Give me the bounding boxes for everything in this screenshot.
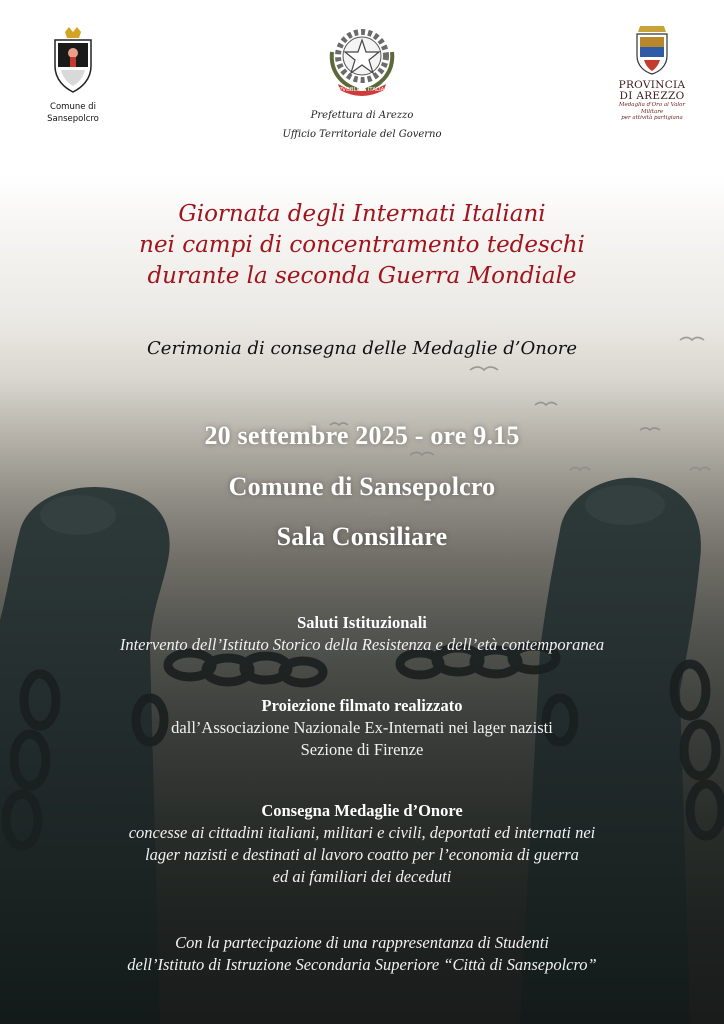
greetings-text: Intervento dell’Istituto Storico della Resistenza e dell’età contemporanea — [119, 635, 605, 654]
provincia-sub1: Medaglia d'Oro al Valor Militare — [618, 102, 686, 115]
medals-text-line3: ed ai familiari dei deceduti — [272, 867, 452, 886]
title-line-2: nei campi di concentramento tedeschi — [139, 232, 585, 258]
event-date-time: 20 settembre 2025 - ore 9.15 — [204, 421, 520, 450]
title-line-1: Giornata degli Internati Italiani — [178, 201, 546, 227]
medals-text-line1: concesse ai cittadini italiani, militari e civili, deportati ed internati nei — [128, 823, 596, 842]
comune-line2: Sansepolcro — [47, 114, 99, 124]
ceremony-subtitle: Cerimonia di consegna delle Medaglie d’Onore — [147, 338, 577, 359]
program-item-greetings — [20, 612, 704, 656]
comune-line1: Comune di — [50, 102, 96, 112]
film-text-line2: Sezione di Firenze — [300, 740, 424, 759]
closing-note — [20, 932, 704, 976]
program-item-film — [20, 695, 704, 761]
film-text-line1: dall’Associazione Nazionale Ex-Internati nei lager nazisti — [171, 718, 553, 737]
emblem-ribbon-text: REPVBBLICA ITALIANA — [331, 87, 393, 93]
closing-line1: Con la partecipazione di una rappresentanza di Studenti — [175, 933, 549, 952]
title-line-3: durante la seconda Guerra Mondiale — [147, 263, 577, 289]
film-heading: Proiezione filmato realizzato — [261, 696, 463, 715]
greetings-heading: Saluti Istituzionali — [297, 613, 427, 632]
closing-line2: dell’Istituto di Istruzione Secondaria Superiore “Città di Sansepolcro” — [127, 955, 597, 974]
provincia-arezzo-logo — [608, 24, 696, 122]
event-place: Comune di Sansepolcro — [228, 472, 496, 501]
ufficio-territoriale-line: Ufficio Territoriale del Governo — [282, 129, 442, 140]
repubblica-italiana-emblem — [322, 12, 402, 106]
provincia-sub2: per attività partigiana — [621, 115, 683, 121]
italian-republic-emblem-icon — [322, 12, 402, 102]
event-room: Sala Consiliare — [276, 522, 448, 551]
prefettura-line: Prefettura di Arezzo — [310, 110, 414, 121]
sansepolcro-coat-of-arms-icon — [51, 26, 95, 96]
medals-heading: Consegna Medaglie d’Onore — [261, 801, 463, 820]
comune-sansepolcro-logo — [38, 26, 108, 124]
event-title — [40, 199, 684, 292]
program-item-medals — [20, 800, 704, 888]
provincia-line2: DI AREZZO — [619, 90, 685, 102]
arezzo-coat-of-arms-icon — [632, 24, 672, 76]
provincia-line1: PROVINCIA — [618, 79, 686, 91]
medals-text-line2: lager nazisti e destinati al lavoro coatto per l’economia di guerra — [145, 845, 579, 864]
